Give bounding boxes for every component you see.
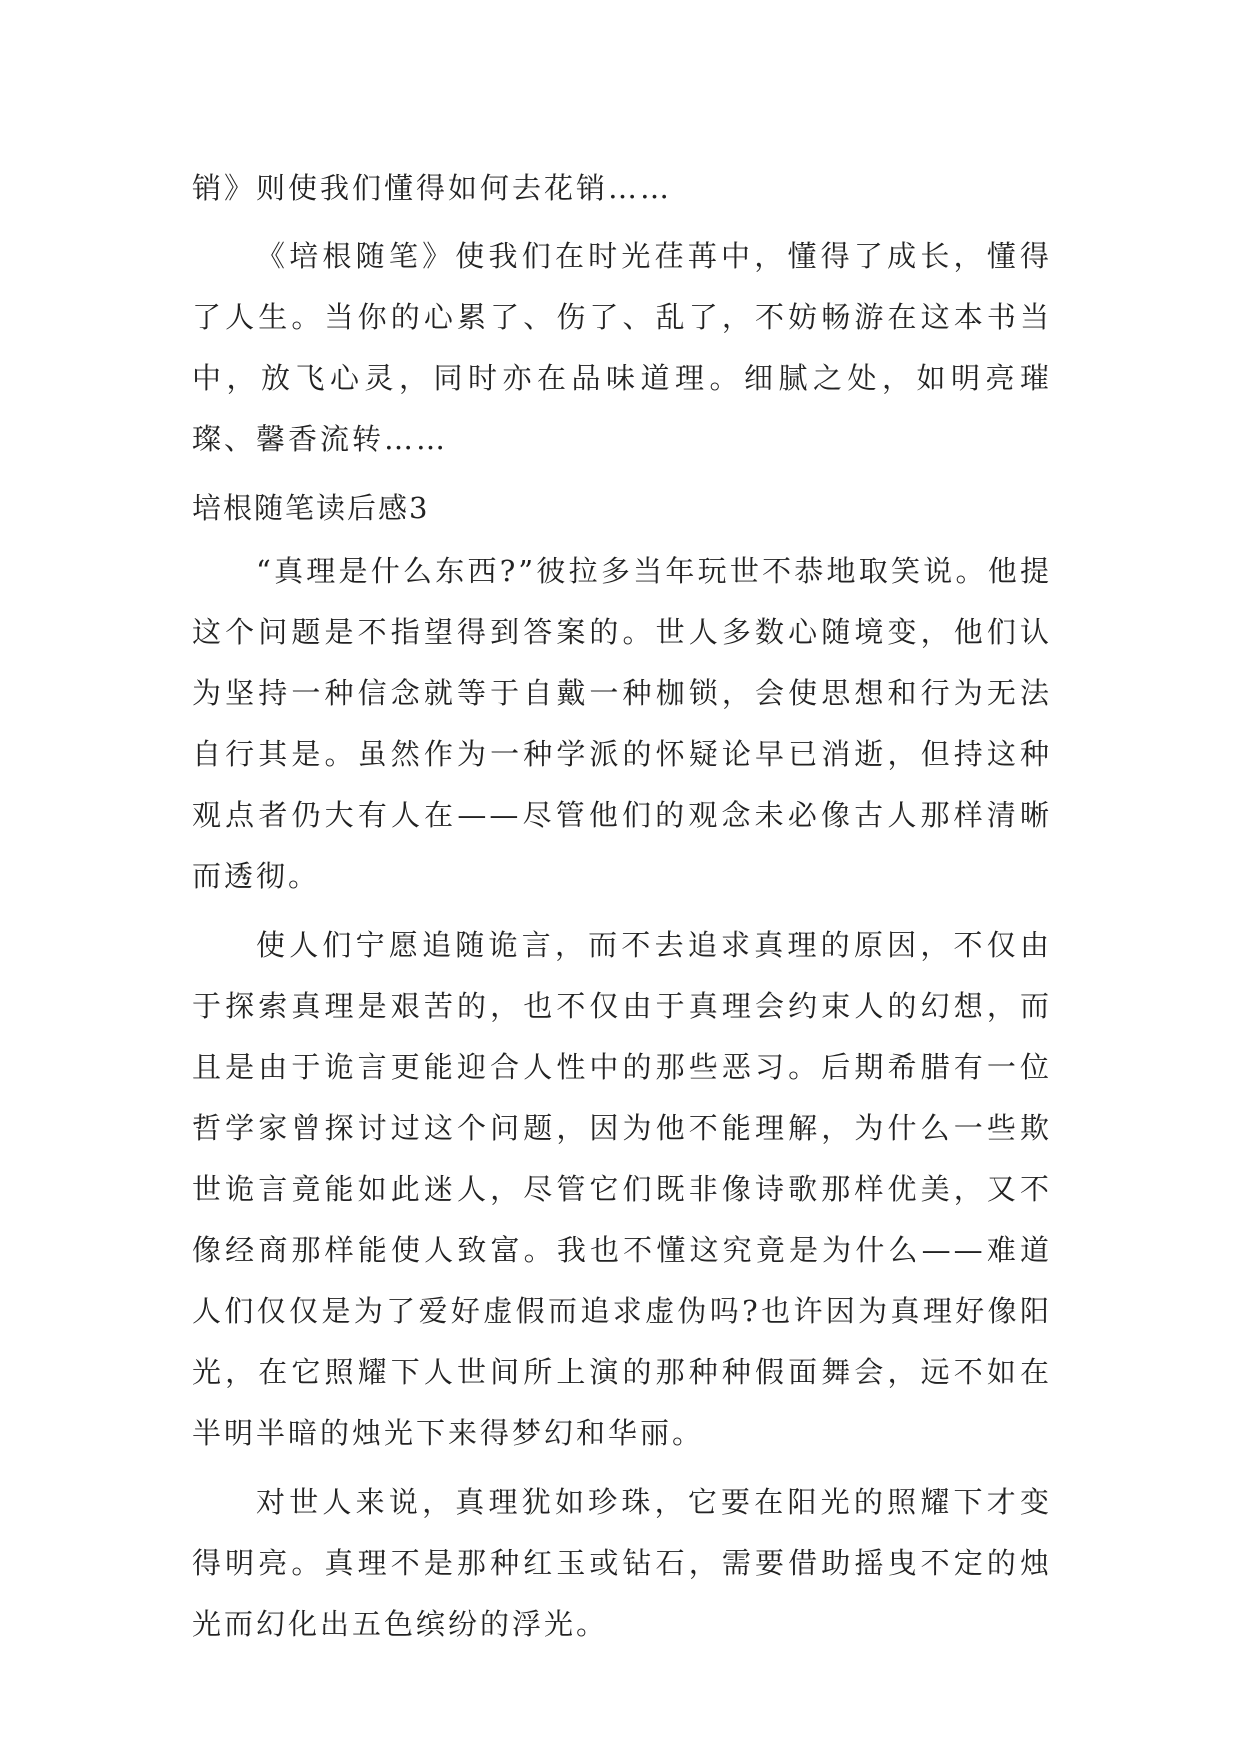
paragraph: “真理是什么东西?”彼拉多当年玩世不恭地取笑说。他提这个问题是不指望得到答案的。世人多数心随境变，他们认为坚持一种信念就等于自戴一种枷锁，会使思想和行为无法自行其是。虽然作为一种学派的怀疑论早已消逝，但持这种观点者仍大有人在——尽管他们的观念未必像古人那样清晰而透彻。 [192, 554, 1052, 893]
paragraph: 《培根随笔》使我们在时光荏苒中，懂得了成长，懂得了人生。当你的心累了、伤了、乱了，不妨畅游在这本书当中，放飞心灵，同时亦在品味道理。细腻之处，如明亮璀璨、馨香流转…… [192, 239, 1052, 456]
document-body [192, 158, 1052, 1663]
paragraph: 对世人来说，真理犹如珍珠，它要在阳光的照耀下才变得明亮。真理不是那种红玉或钻石，需要借助摇曳不定的烛光而幻化出五色缤纷的浮光。 [192, 1485, 1052, 1641]
continued-paragraph: 销》则使我们懂得如何去花销…… [192, 171, 673, 205]
paragraph: 使人们宁愿追随诡言，而不去追求真理的原因，不仅由于探索真理是艰苦的，也不仅由于真理会约束人的幻想，而且是由于诡言更能迎合人性中的那些恶习。后期希腊有一位哲学家曾探讨过这个问题，因为他不能理解，为什么一些欺世诡言竟能如此迷人，尽管它们既非像诗歌那样优美，又不像经商那样能使人致富。我也不懂这究竟是为什么——难道人们仅仅是为了爱好虚假而追求虚伪吗?也许因为真理好像阳光，在它照耀下人世间所上演的那种种假面舞会，远不如在半明半暗的烛光下来得梦幻和华丽。 [192, 928, 1052, 1450]
section-heading: 培根随笔读后感3 [192, 491, 430, 525]
